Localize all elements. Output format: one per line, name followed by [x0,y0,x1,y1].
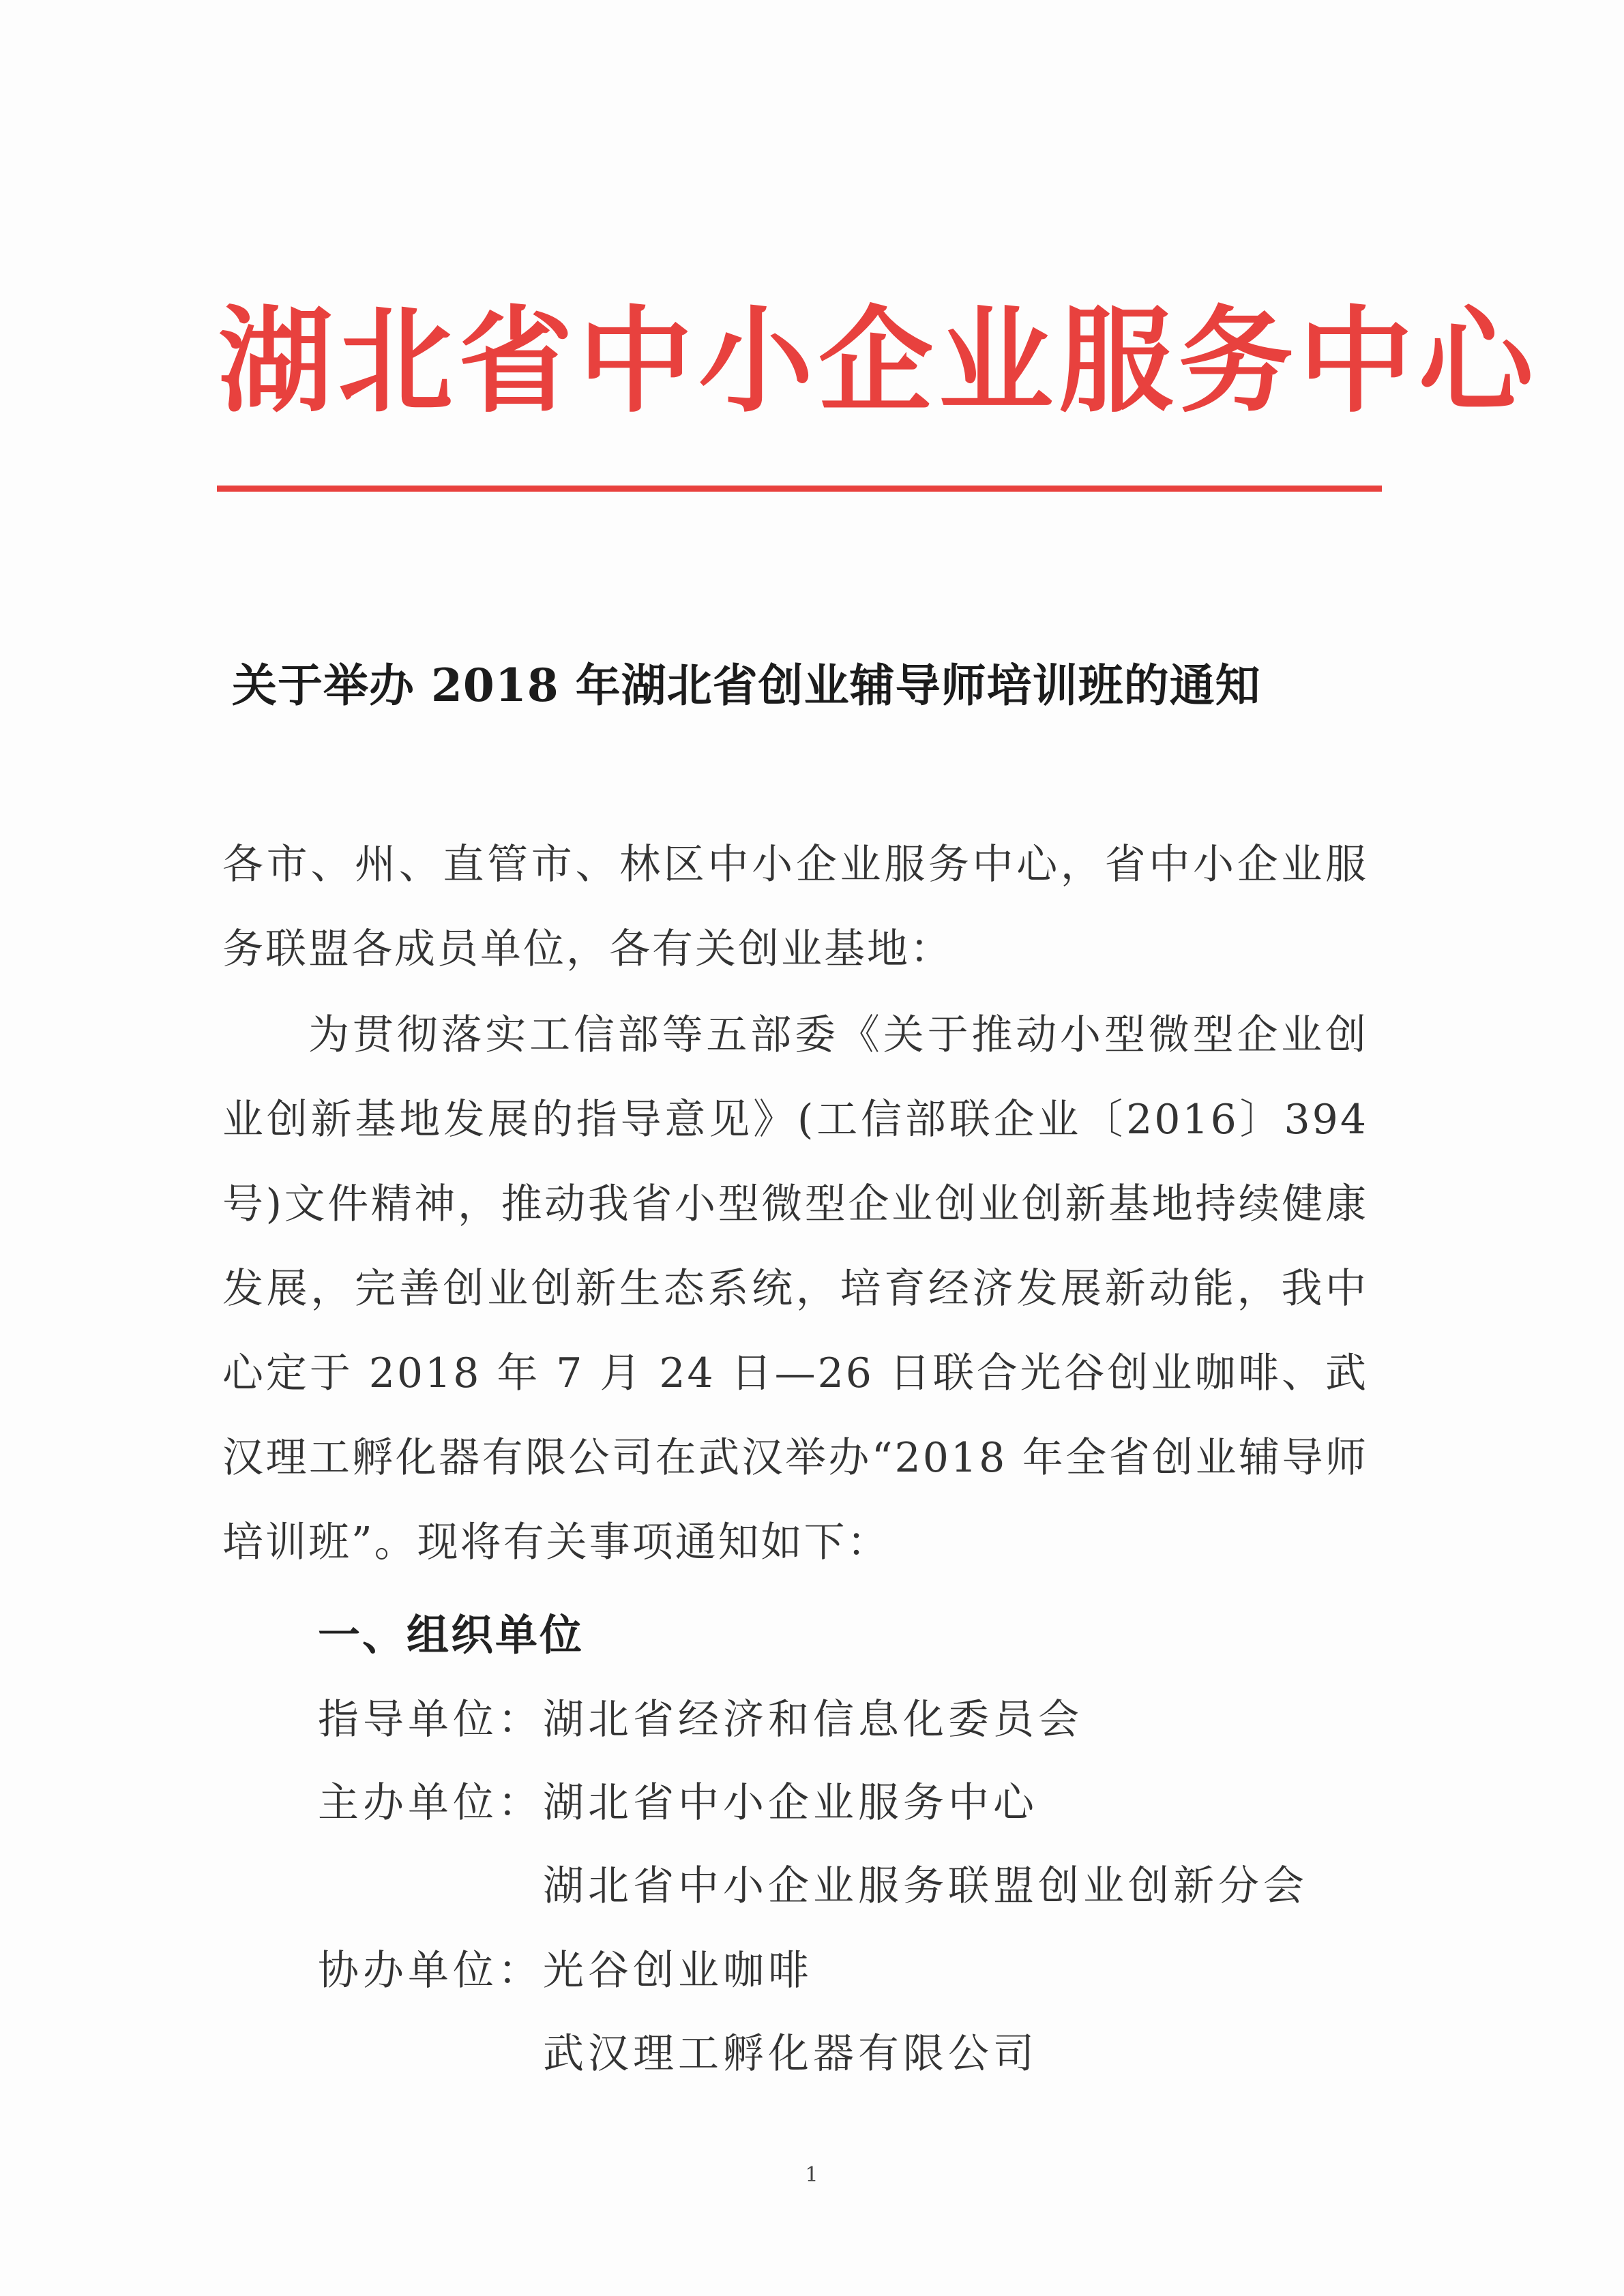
co-organizer-name: 武汉理工孵化器有限公司 [543,2030,1038,2078]
co-organizer-row [318,1928,813,2013]
page-number: 1 [805,2163,818,2187]
host-unit-row [318,1761,1038,1845]
co-organizer-name: 光谷创业咖啡 [543,1947,813,1995]
co-organizer-row [543,2012,1038,2096]
section-heading-organizers: 一、组织单位 [318,1610,585,1660]
body-paragraph: 为贯彻落实工信部等五部委《关于推动小型微型企业创业创新基地发展的指导意见》(工信部联企业〔2016〕394 号)文件精神，推动我省小型微型企业创业创新基地持续健康发展，完善创业创新生态系统，培育经济发展新动能，我中心定于 2018 年 7 月 24 日—26 日联合光谷创业咖啡、武汉理工孵化器有限公司在武汉举办“2018 年全省创业辅导师培训班”。现将有关事项通知如下： [222,1011,1368,1566]
co-organizer-label: 协办单位： [318,1947,543,1995]
host-unit-name: 湖北省中小企业服务联盟创业创新分会 [543,1862,1308,1910]
host-unit-name: 湖北省中小企业服务中心 [543,1779,1038,1827]
notice-title: 关于举办 2018 年湖北省创业辅导师培训班的通知 [232,659,1261,712]
organization-header: 湖北省中小企业服务中心 [218,295,1539,428]
salutation: 各市、州、直管市、林区中小企业服务中心，省中小企业服务联盟各成员单位，各有关创业基地： [222,841,1368,973]
host-unit-label: 主办单位： [318,1779,543,1827]
host-unit-row [543,1844,1308,1928]
guiding-unit-name: 湖北省经济和信息化委员会 [543,1696,1083,1744]
header-red-rule [217,486,1382,492]
guiding-unit-label: 指导单位： [318,1696,543,1744]
guiding-unit-row [318,1678,1083,1762]
